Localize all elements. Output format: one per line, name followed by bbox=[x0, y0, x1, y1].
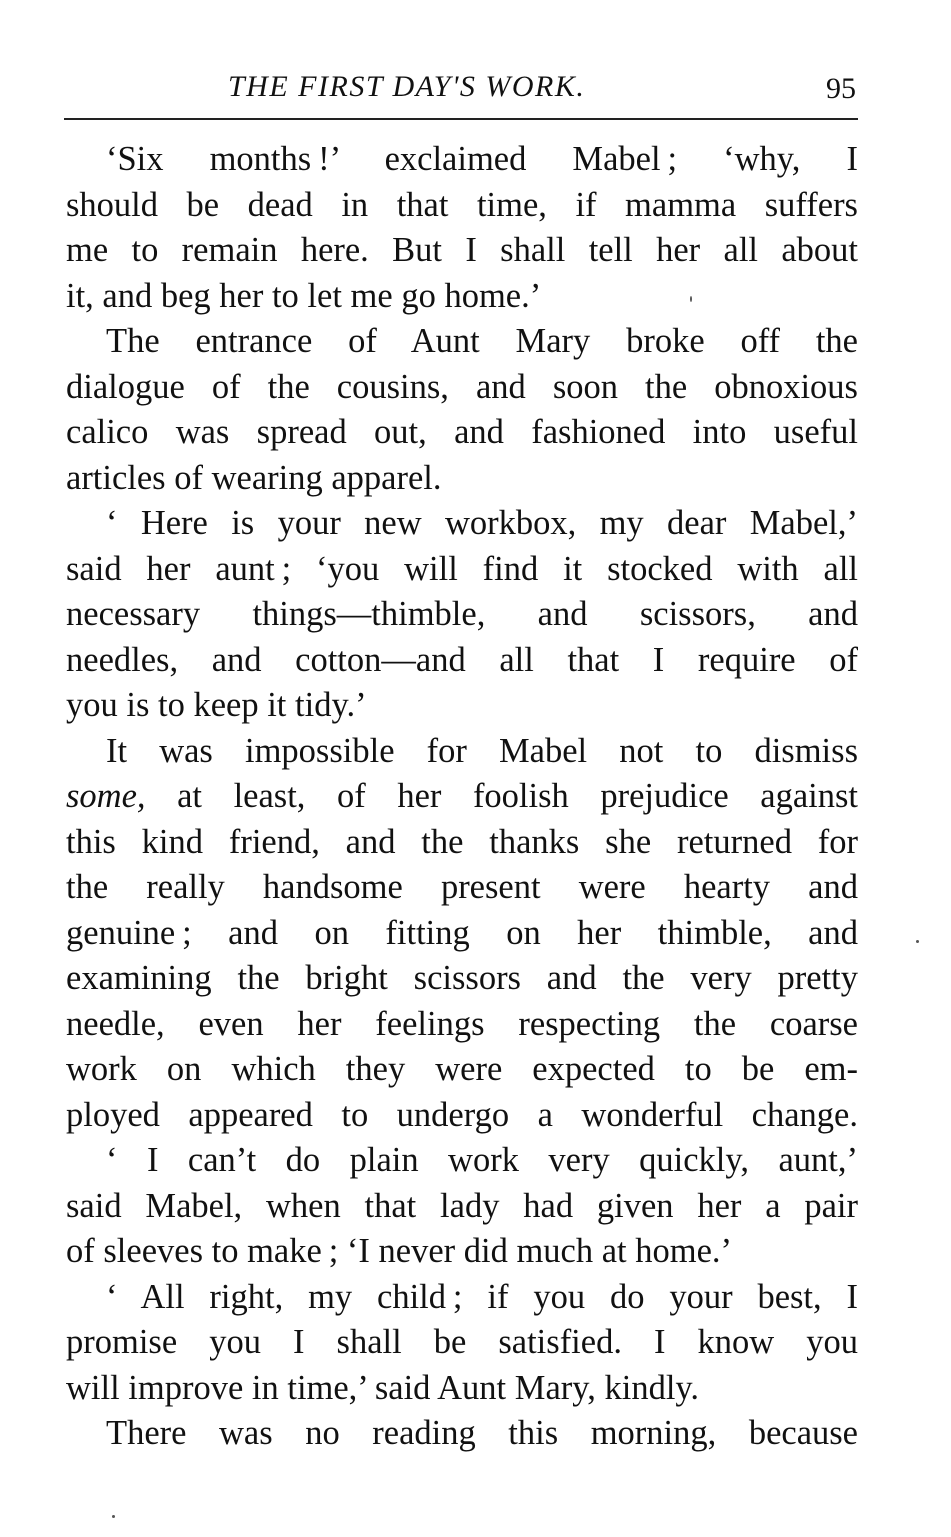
text-line: you is to keep it tidy.’ bbox=[66, 686, 367, 724]
text-line: ployed appeared to undergo a wonderful change. bbox=[66, 1095, 858, 1134]
text-line: necessary things—thimble, and scissors, and bbox=[66, 595, 858, 633]
text-line: genuine ; and on fitting on her thimble, and bbox=[66, 913, 858, 952]
text-line: examining the bright scissors and the very pretty bbox=[66, 959, 858, 997]
running-head bbox=[66, 62, 856, 112]
chapter-title: THE FIRST DAY'S WORK. bbox=[228, 70, 586, 103]
text-line-rest: at least, of her foolish prejudice against bbox=[177, 777, 858, 815]
text-line: ‘ I can’t do plain work very quickly, aunt,’ bbox=[106, 1141, 858, 1179]
text-line: of sleeves to make ; ‘I never did much at home.’ bbox=[66, 1232, 733, 1270]
text-line: this kind friend, and the thanks she returned for bbox=[66, 822, 858, 861]
text-line: the really handsome present were hearty and bbox=[66, 868, 858, 906]
text-line: calico was spread out, and fashioned into useful bbox=[66, 413, 858, 451]
text-line: work on which they were expected to be em- bbox=[66, 1050, 858, 1088]
text-line-with-emphasis bbox=[66, 774, 858, 820]
text-line: needles, and cotton—and all that I require of bbox=[66, 640, 858, 679]
text-line: The entrance of Aunt Mary broke off the bbox=[106, 322, 858, 360]
text-line: It was impossible for Mabel not to dismiss bbox=[106, 731, 858, 770]
paper-speck bbox=[690, 296, 692, 302]
text-line: should be dead in that time, if mamma suffers bbox=[66, 185, 858, 224]
text-line: articles of wearing apparel. bbox=[66, 458, 442, 497]
text-line: will improve in time,’ said Aunt Mary, kindly. bbox=[66, 1368, 700, 1407]
text-line: said Mabel, when that lady had given her a pair bbox=[66, 1186, 858, 1225]
body-text bbox=[66, 137, 858, 1457]
page-number: 95 bbox=[826, 72, 856, 105]
text-line: it, and beg her to let me go home.’ bbox=[66, 276, 542, 315]
emphasized-word: some, bbox=[66, 777, 146, 815]
text-line: ‘Six months !’ exclaimed Mabel ; ‘why, I bbox=[106, 140, 858, 178]
paper-speck bbox=[112, 1515, 115, 1518]
text-line: said her aunt ; ‘you will find it stocked with all bbox=[66, 549, 858, 588]
paper-speck bbox=[916, 940, 919, 943]
text-line: promise you I shall be satisfied. I know you bbox=[66, 1323, 858, 1361]
text-line: needle, even her feelings respecting the coarse bbox=[66, 1004, 858, 1043]
text-line: There was no reading this morning, because bbox=[106, 1414, 858, 1452]
header-rule bbox=[64, 118, 858, 120]
text-line: ‘ Here is your new workbox, my dear Mabel,’ bbox=[106, 504, 858, 542]
text-line: me to remain here. But I shall tell her all about bbox=[66, 231, 858, 269]
text-line: dialogue of the cousins, and soon the obnoxious bbox=[66, 367, 858, 406]
text-line: ‘ All right, my child ; if you do your best, I bbox=[106, 1277, 858, 1316]
